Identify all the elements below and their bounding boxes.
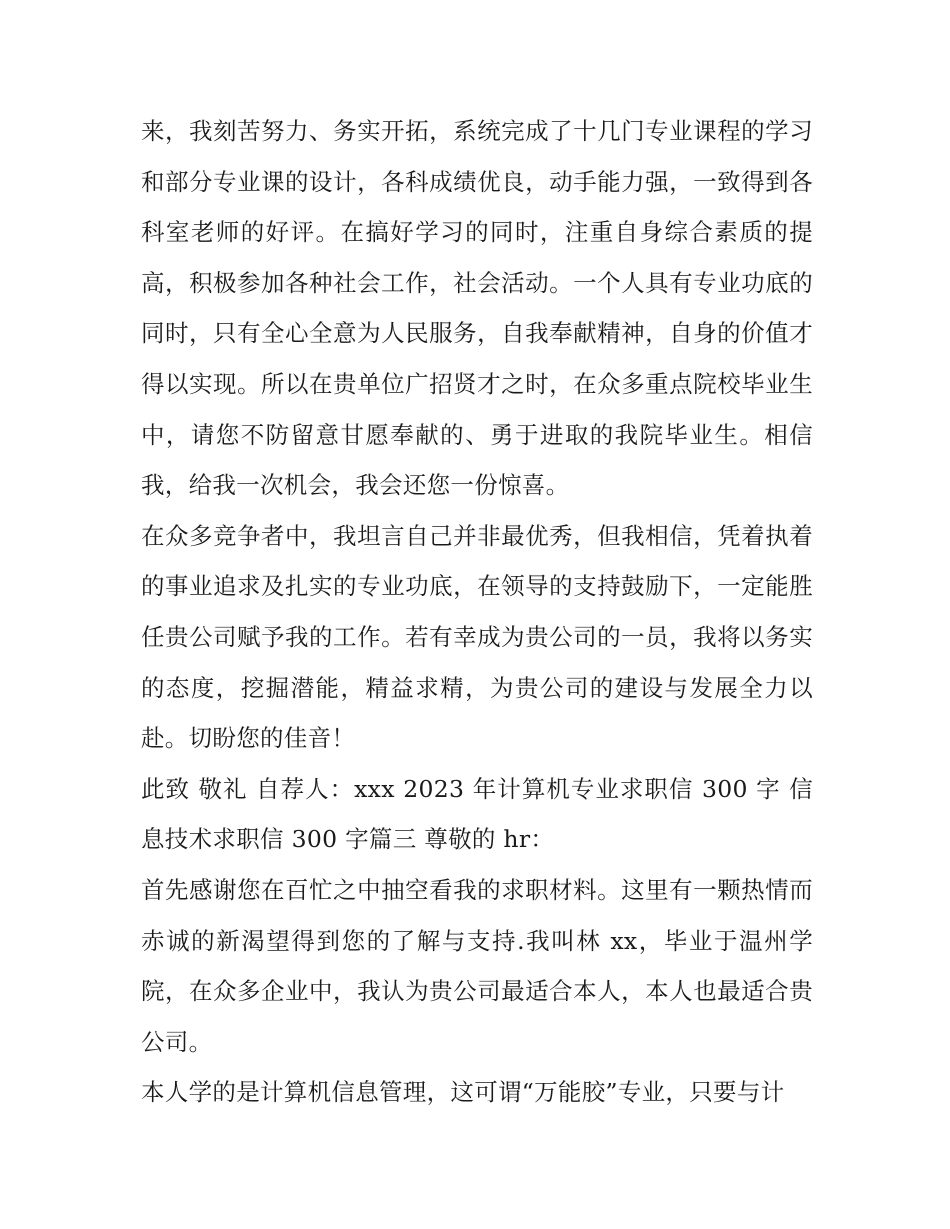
document-body [141,106,813,1118]
paragraph-1: 来，我刻苦努力、务实开拓，系统完成了十几门专业课程的学习和部分专业课的设计，各科成绩优良，动手能力强，一致得到各科室老师的好评。在搞好学习的同时，注重自身综合素质的提高，积极参加各种社会工作，社会活动。一个人具有专业功底的同时，只有全心全意为人民服务，自我奉献精神，自身的价值才得以实现。所以在贵单位广招贤才之时，在众多重点院校毕业生中，请您不防留意甘愿奉献的、勇于进取的我院毕业生。相信我，给我一次机会，我会还您一份惊喜。 [141,117,813,500]
paragraph-2: 在众多竞争者中，我坦言自己并非最优秀，但我相信，凭着执着的事业追求及扎实的专业功底，在领导的支持鼓励下，一定能胜任贵公司赋予我的工作。若有幸成为贵公司的一员，我将以务实的态度，挖掘潜能，精益求精，为贵公司的建设与发展全力以赴。切盼您的佳音！ [141,521,813,753]
paragraph-4: 首先感谢您在百忙之中抽空看我的求职材料。这里有一颗热情而赤诚的新渴望得到您的了解与支持.我叫林 xx，毕业于温州学院，在众多企业中，我认为贵公司最适合本人，本人也最适合贵公司。 [141,875,813,1056]
paragraph-3: 此致 敬礼 自荐人：xxx 2023 年计算机专业求职信 300 字 信息技术求职信 300 字篇三 尊敬的 hr： [141,774,813,854]
paragraph-5: 本人学的是计算机信息管理，这可谓“万能胶”专业，只要与计 [141,1078,785,1107]
